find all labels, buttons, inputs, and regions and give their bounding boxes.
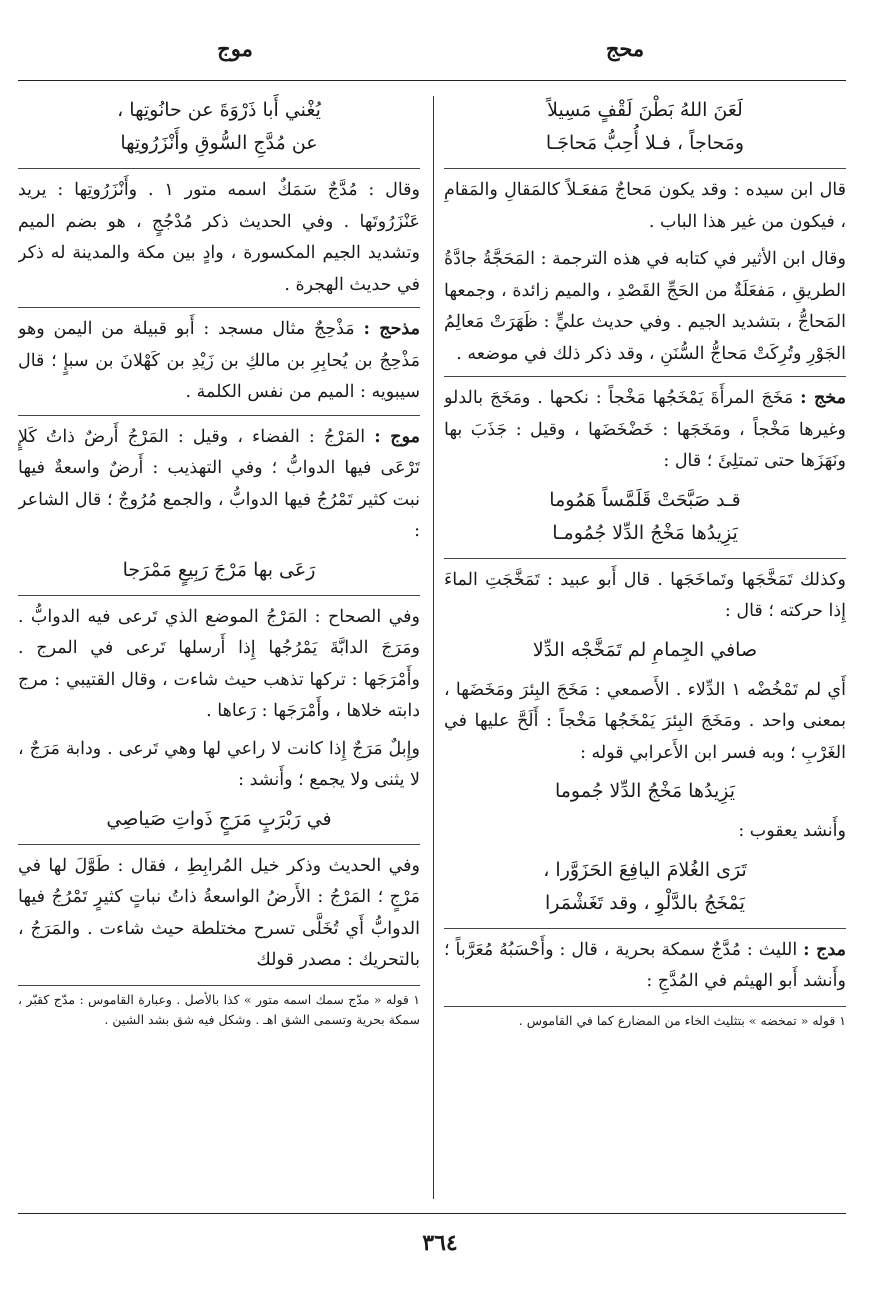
entry-madhhij [18, 314, 420, 409]
paragraph: وإِبلٌ مَرَجٌ إِذا كانت لا راعي لها وهي تَرعى . ودابة مَرَجٌ ، لا يثنى ولا يجمع ؛ وأَنشد : [18, 738, 420, 790]
verse-line: يَزِيدُها مَخْجُ الدِّلا جُمُومـا [552, 521, 738, 544]
right-column [444, 92, 846, 1197]
paragraph: وأَنشد يعقوب : [738, 821, 846, 841]
paragraph: قال ابن سيده : وقد يكون مَحاجٌ مَفعَـلاً كالمَقالِ والمَقامِ ، فيكون من غير هذا الباب . [444, 180, 846, 232]
column-divider [433, 96, 434, 1199]
entry-headword: مذحج : [363, 319, 420, 339]
paragraph: أَي لم تَمْخُضْه ١ الدِّلاء . الأَصمعي : مَخَجَ البِئرَ ومَخَضَها ، بمعنى واحد . ومَخَجَ البِئرَ يَمْخَجُها مَخْجاً : أَلَحَّ عليها في الغَرْبِ ؛ وبه فسر ابن الأَعرابي قوله : [444, 679, 846, 763]
separator [444, 928, 846, 929]
verse-line: يَمْخَجُ بالدَّلْوِ ، وقد تَغَشْمَرا [545, 891, 745, 914]
paragraph: وفي الحديث وذكر خيل المُرابِطِ ، فقال : طَوَّلَ لها في مَرْجٍ ؛ المَرْجُ : الأَرضُ الواسعةُ ذاتُ نباتٍ كثيرٍ تَمْرُجُ فيها الدوابُّ أَي تُخَلَّى تسرح مختلطة حيث شاءت . والمَرَجُ ، بالتحريك : مصدر قولك [18, 855, 420, 970]
footnote-rule [18, 985, 420, 986]
verse-line: تَرَى الغُلامَ اليافِعَ الحَزَوَّرا ، [543, 858, 747, 881]
verse [444, 94, 846, 160]
separator [18, 415, 420, 416]
bottom-rule [18, 1213, 846, 1214]
verse-line: في رَبْرَبٍ مَرَجٍ ذَواتِ صَياصِي [106, 807, 332, 830]
entry-text: مَخَجَ المرأَةَ يَمْخَجُها مَخْجاً : نكحها . ومَخَجَ بالدلو وغيرها مَخْجاً ، ومَخَجَها : خَضْخَضَها ، وقيل : جَذَبَ بها ونَهَزَها حتى تمتلِئَ ؛ قال : [444, 388, 846, 471]
entry-makhaj [444, 383, 846, 478]
verse-line: قـد صَبَّحَتْ قَلَمَّساً هَمُوما [549, 488, 741, 511]
entry-madaj [444, 935, 846, 998]
separator [444, 376, 846, 377]
verse-line: لَعَنَ اللهُ بَطْنَ لَقْفٍ مَسِيلاً [547, 99, 743, 121]
verse-line: رَعَى بها مَرْجَ رَبِيعٍ مَمْرَجا [122, 558, 316, 581]
left-column [18, 92, 420, 1197]
separator [444, 168, 846, 169]
entry-text: الليث : مُدَّجٌ سمكة بحرية ، قال : وأَحْسَبُهُ مُعَرَّباً ؛ وأَنشد أَبو الهيثم في المُدَّجِ : [444, 939, 846, 991]
separator [18, 595, 420, 596]
separator [444, 558, 846, 559]
separator [18, 168, 420, 169]
entry-text: مَذْحِجٌ مثال مسجد : أَبو قبيلة من اليمن وهو مَذْحِجُ بن يُحابِرِ بن مالكِ بن زَيْدِ بن كَهْلانَ بن سبإٍ ؛ قال سيبويه : الميم من نفس الكلمة . [18, 319, 420, 402]
top-rule [18, 80, 846, 81]
verse-line: صافي الجِمامِ لم تَمَخَّجْه الدِّلا [532, 638, 758, 661]
footnote-rule [444, 1006, 846, 1007]
header-word-left: موج [217, 36, 253, 61]
separator [18, 844, 420, 845]
verse-line: يُغْني أَبا ذَرْوَةَ عن حانُوتِها ، [117, 99, 321, 121]
page-number: ٣٦٤ [422, 1230, 458, 1256]
verse-line: عن مُدَّجِ السُّوقِ وأَنْزَرُوتِها [120, 132, 318, 154]
verse-line: يَزِيدُها مَخْجُ الدِّلا جُموما [554, 780, 736, 802]
verse [444, 634, 846, 667]
separator [18, 307, 420, 308]
entry-text: المَرْجُ : الفضاء ، وقيل : المَرْجُ أَرضٌ ذاتُ كَلإٍ تَرْعَى فيها الدوابُّ ؛ وفي التهذيب : أَرضٌ واسعةٌ فيها نبت كثير تَمْرُجُ فيها الدوابُّ ، والجمع مُرُوجٌ ؛ قال الشاعر : [18, 426, 420, 541]
verse [444, 484, 846, 550]
verse [444, 775, 846, 808]
entry-headword: مخج : [800, 388, 846, 408]
header-word-right: محج [605, 36, 645, 61]
verse [18, 94, 420, 160]
verse [18, 554, 420, 587]
paragraph: وكذلك تَمَخَّجَها وتَماخَجَها . قال أَبو عبيد : تَمَخَّجَتِ الماءَ إِذا حركته ؛ قال : [444, 569, 846, 621]
entry-headword: مدج : [803, 939, 846, 960]
paragraph: وقال : مُدَّجٌ سَمَكٌ اسمه متور ١ . وأَنْزَرُوتِها : يريد عَنْزَرُوتَها . وفي الحديث ذكر مُدْجُجٍ ، هو بضم الميم وتشديد الجيم المكسورة ، وادٍ بين مكة والمدينة له ذكر في حديث الهجرة . [18, 180, 420, 295]
paragraph: وقال ابن الأثير في كتابه في هذه الترجمة : المَحَجَّةُ جادَّةُ الطريقِ ، مَفعَلَةٌ من الحَجِّ القَصْدِ ، والميم زائدة ، وجمعها المَحاجُّ ، بتشديد الجيم . وفي حديث عليٍّ : ظَهَرَتْ مَعالِمُ الجَوْرِ وتُرِكَتْ مَحاجُّ السُّنَنِ ، وقد ذكر ذلك في موضعه . [444, 249, 846, 364]
verse [444, 854, 846, 920]
paragraph: وفي الصحاح : المَرْجُ الموضع الذي تَرعى فيه الدوابُّ . ومَرَجَ الدابَّةَ يَمْرُجُها إِذا أَرسلها تَرعى في المرج . وأَمْرَجَها : تركها تذهب حيث شاءت ، وقال القتيبي : مرج دابته خلاها ، وأَمْرَجَها : رَعاها . [18, 606, 420, 721]
verse-line: ومَحاجاً ، فـلا أُحِبُّ مَحاجَـا [545, 132, 745, 154]
verse [18, 803, 420, 836]
entry-marj [18, 422, 420, 548]
footnote: ١ قوله « تمخضه » بتثليث الخاء من المضارع كما في القاموس . [518, 1012, 846, 1028]
footnote: ١ قوله « مدّج سمك اسمه متور » كذا بالأصل . وعبارة القاموس : مدّج كقبّر ، سمكة بحرية وتسمى الشق اهـ . وشكل فيه شق بشد الشين . [18, 991, 420, 1027]
entry-headword: موج : [374, 426, 420, 447]
